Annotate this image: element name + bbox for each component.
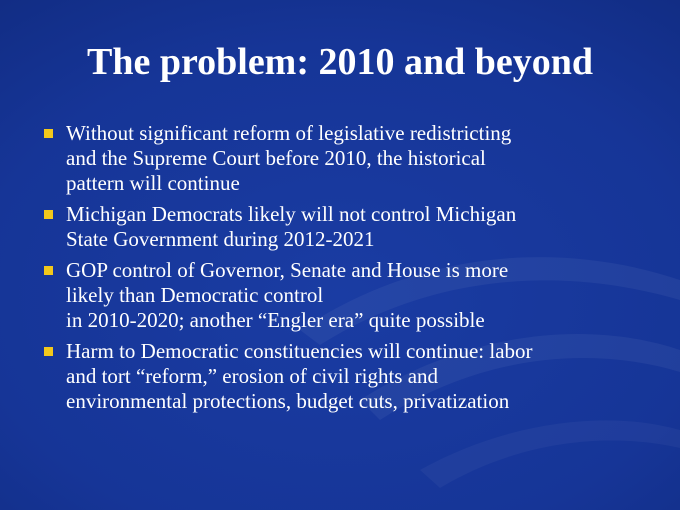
bullet-item bbox=[44, 339, 654, 414]
bullet-text: Harm to Democratic constituencies will continue: labor and tort “reform,” erosion of civil rights and environmental protections, budget cuts, privatization bbox=[66, 339, 533, 413]
bullet-list bbox=[44, 121, 654, 420]
yellow-square-bullet-icon bbox=[44, 266, 53, 275]
bullet-item bbox=[44, 258, 654, 333]
bullet-item bbox=[44, 121, 654, 196]
yellow-square-bullet-icon bbox=[44, 210, 53, 219]
bullet-text: GOP control of Governor, Senate and House is more likely than Democratic control in 2010-2020; another “Engler era” quite possible bbox=[66, 258, 509, 332]
slide-title: The problem: 2010 and beyond bbox=[86, 41, 594, 83]
bullet-text: Without significant reform of legislative redistricting and the Supreme Court before 2010, the historical pattern will continue bbox=[66, 121, 512, 195]
yellow-square-bullet-icon bbox=[44, 347, 53, 356]
yellow-square-bullet-icon bbox=[44, 129, 53, 138]
bullet-item bbox=[44, 202, 654, 252]
bullet-text: Michigan Democrats likely will not control Michigan State Government during 2012-2021 bbox=[66, 202, 517, 251]
